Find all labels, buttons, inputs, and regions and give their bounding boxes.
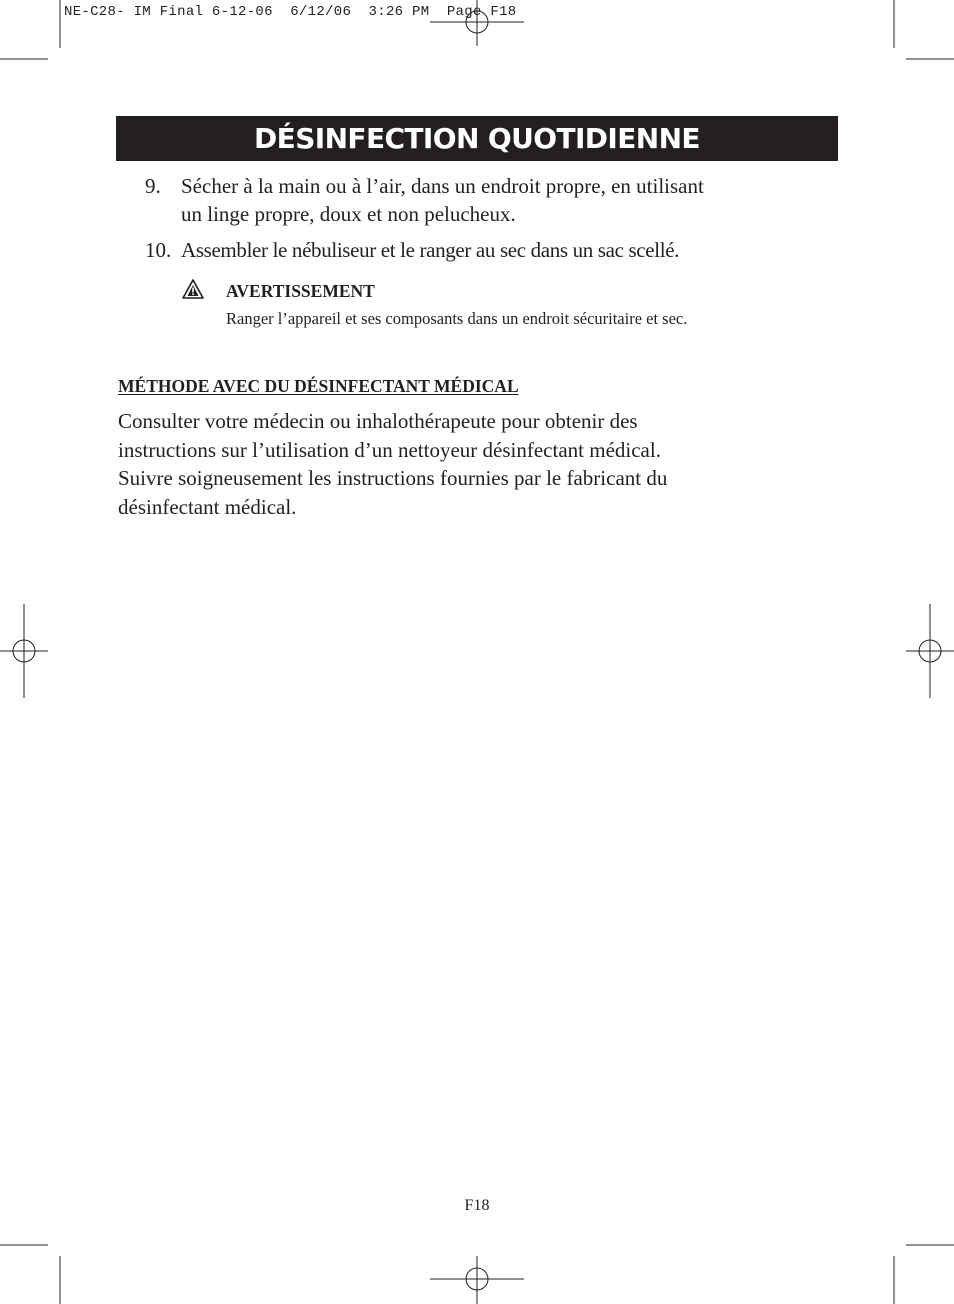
page-number: F18 — [464, 1197, 490, 1214]
step-text-line: Assembler le nébuliseur et le ranger au sec dans un sac scellé. — [181, 238, 680, 262]
step-text-line: Sécher à la main ou à l’air, dans un endroit propre, en utilisant — [181, 174, 704, 198]
warning-text: Ranger l’appareil et ses composants dans un endroit sécuritaire et sec. — [226, 309, 688, 328]
registration-mark-left — [0, 604, 48, 698]
registration-mark-bottom — [430, 1256, 524, 1304]
step-number: 10. — [145, 238, 172, 262]
step-text-line: un linge propre, doux et non pelucheux. — [181, 202, 516, 226]
method-heading: MÉTHODE AVEC DU DÉSINFECTANT MÉDICAL — [118, 376, 519, 396]
paragraph-line: instructions sur l’utilisation d’un nettoyeur désinfectant médical. — [118, 437, 661, 462]
step-number: 9. — [145, 174, 161, 198]
paragraph-line: désinfectant médical. — [118, 494, 297, 519]
method-paragraph — [118, 407, 808, 521]
paragraph-line: Consulter votre médecin ou inhalothérapeute pour obtenir des — [118, 409, 638, 433]
registration-mark-top — [430, 0, 524, 46]
warning-title: AVERTISSEMENT — [226, 281, 375, 301]
section-heading: DÉSINFECTION QUOTIDIENNE — [254, 122, 700, 155]
print-slug: NE-C28- IM Final 6-12-06 6/12/06 3:26 PM Page F18 — [64, 4, 517, 20]
paragraph-line: Suivre soigneusement les instructions fournies par le fabricant du — [118, 466, 668, 490]
registration-mark-right — [906, 604, 954, 698]
warning-triangle-icon — [182, 279, 204, 299]
section-heading-banner — [116, 116, 838, 161]
